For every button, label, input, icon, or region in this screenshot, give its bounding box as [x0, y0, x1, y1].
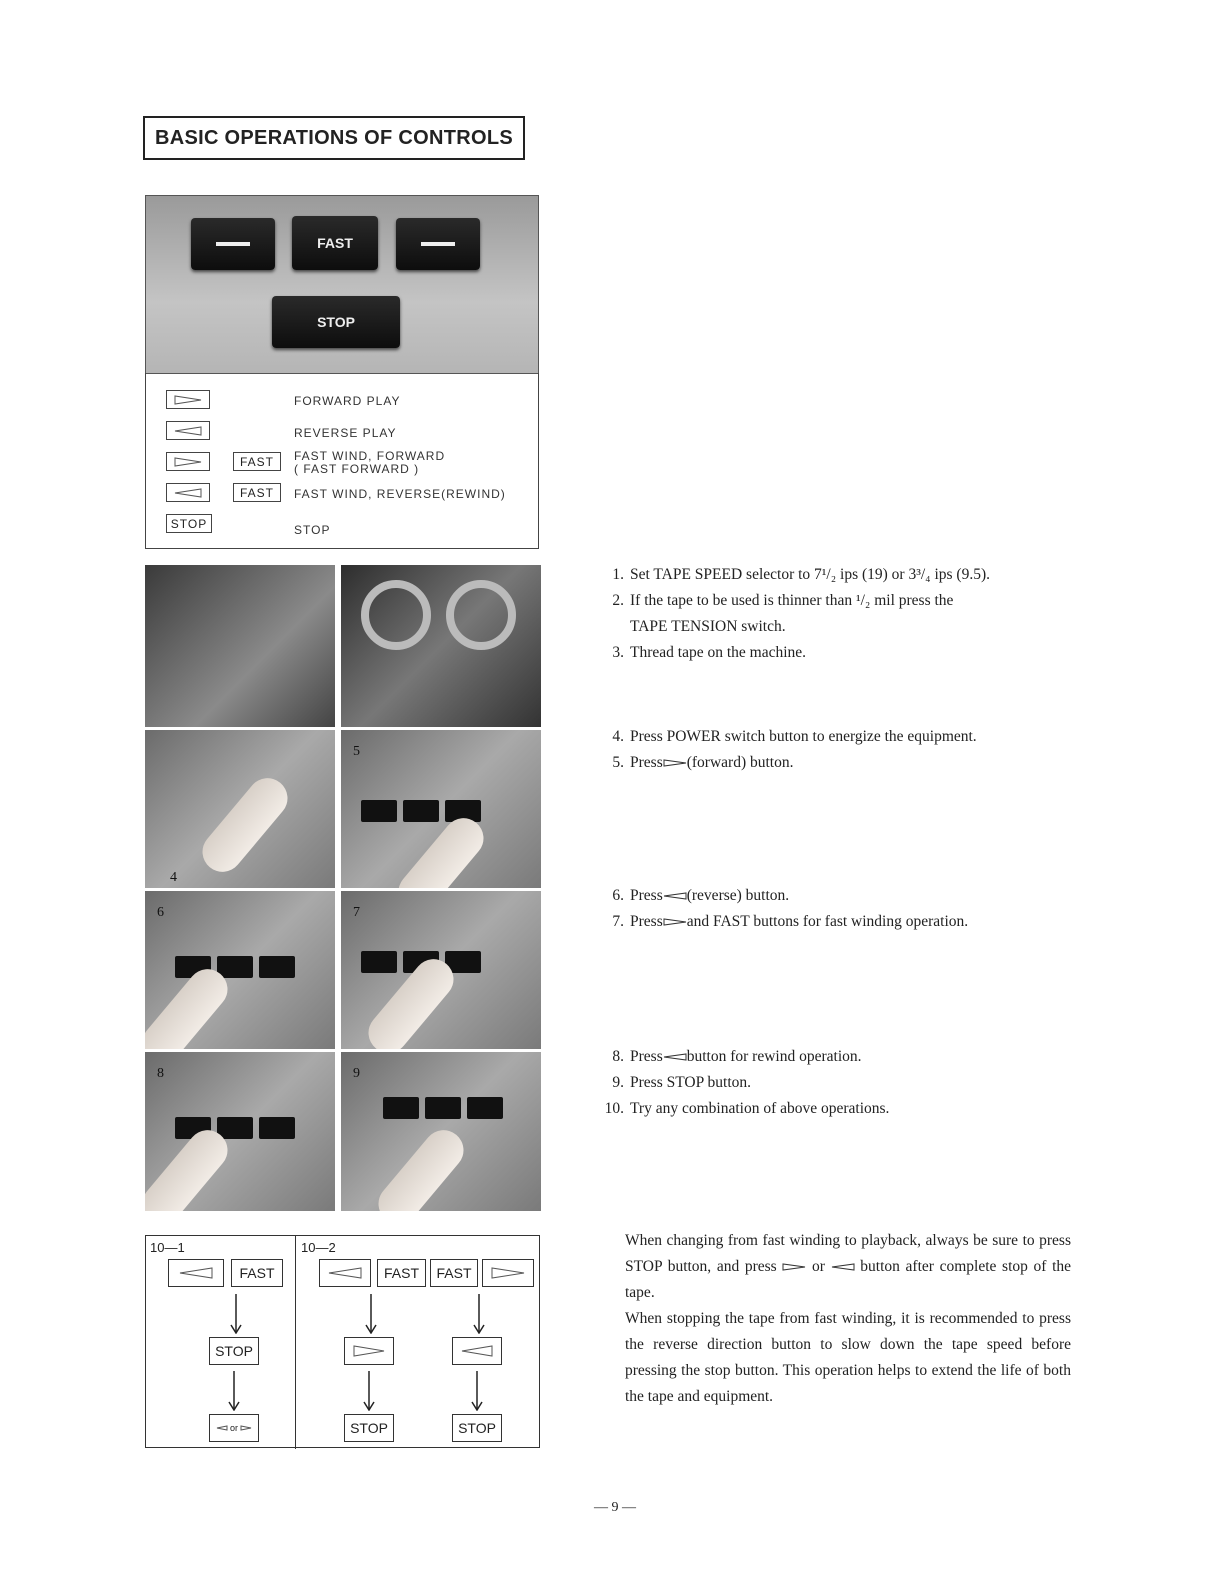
step-item: 7. Press and FAST buttons for fast winding operation. [612, 913, 969, 930]
arrow-down-icon [471, 1371, 483, 1411]
forward-button-photo [396, 218, 480, 270]
reverse-icon [831, 1262, 855, 1272]
legend-desc: FAST WIND, FORWARD [294, 449, 446, 463]
reverse-or-forward-key: or [209, 1414, 259, 1442]
reverse-icon [663, 1052, 687, 1062]
photo-step-9: 9 [341, 1052, 541, 1211]
reverse-icon [663, 891, 687, 901]
arrow-down-icon [363, 1371, 375, 1411]
operation-diagram [145, 1235, 540, 1448]
forward-key-icon [166, 390, 210, 409]
fast-button-photo: FAST [292, 216, 378, 270]
photo-step-6: 6 [145, 891, 335, 1049]
stop-key: STOP [209, 1337, 259, 1365]
photo-grid [145, 565, 541, 1211]
photo-step-5: 5 [341, 730, 541, 888]
photo-step-7: 7 [341, 891, 541, 1049]
forward-icon [663, 758, 687, 768]
step-item: 1. Set TAPE SPEED selector to 7¹/₂ ips (19) or 3³/₄ ips (9.5). [612, 566, 990, 583]
legend-desc: FORWARD PLAY [294, 394, 401, 408]
control-panel-photo [145, 195, 539, 374]
legend-desc: STOP [294, 523, 331, 537]
reverse-key-icon [452, 1337, 502, 1365]
step-item: 4. Press POWER switch button to energize the equipment. [612, 728, 977, 745]
stop-button-photo: STOP [272, 296, 400, 348]
stop-key: STOP [452, 1414, 502, 1442]
step-item: TAPE TENSION switch. [630, 618, 786, 635]
arrow-down-icon [365, 1294, 377, 1334]
forward-key-icon [482, 1259, 534, 1287]
photo-step-4: 4 [145, 730, 335, 888]
forward-key-icon [344, 1337, 394, 1365]
arrow-down-icon [473, 1294, 485, 1334]
reverse-key-icon [319, 1259, 371, 1287]
step-item: 8. Press button for rewind operation. [612, 1048, 862, 1065]
legend-table [145, 373, 539, 549]
step-item: 6. Press (reverse) button. [612, 887, 790, 904]
stop-key: STOP [344, 1414, 394, 1442]
reverse-key-icon [168, 1259, 224, 1287]
step-item: 2. If the tape to be used is thinner than ¹/₂ mil press the [612, 592, 954, 609]
arrow-down-icon [230, 1294, 242, 1334]
legend-desc: FAST WIND, REVERSE(REWIND) [294, 487, 506, 501]
page-title: BASIC OPERATIONS OF CONTROLS [143, 116, 525, 160]
page-number: — 9 — [594, 1500, 636, 1515]
step-item: 3. Thread tape on the machine. [612, 644, 807, 661]
forward-icon [663, 917, 687, 927]
photo-recorder-left [145, 565, 335, 727]
diagram-label-10-2: 10—2 [301, 1240, 336, 1255]
fast-key: FAST [233, 483, 281, 502]
fast-key: FAST [231, 1259, 283, 1287]
forward-key-icon [166, 452, 210, 471]
fast-key: FAST [430, 1259, 478, 1287]
photo-recorder-reels [341, 565, 541, 727]
arrow-down-icon [228, 1371, 240, 1411]
legend-desc: ( FAST FORWARD ) [294, 462, 420, 476]
legend-desc: REVERSE PLAY [294, 426, 397, 440]
reverse-key-icon [166, 421, 210, 440]
step-item: 10. Try any combination of above operations. [604, 1100, 890, 1117]
note-paragraph: When changing from fast winding to playback, always be sure to press STOP button, and press or button after complete stop of the tape. When stopping the tape from fast winding, it is recommended to press the reverse direction button to slow down the tape speed before pressing the stop button. This operation helps to extend the life of both the tape and equipment. [625, 1232, 1072, 1405]
diagram-label-10-1: 10—1 [150, 1240, 185, 1255]
fast-key: FAST [377, 1259, 426, 1287]
photo-step-8: 8 [145, 1052, 335, 1211]
step-item: 9. Press STOP button. [612, 1074, 752, 1091]
forward-icon [782, 1262, 806, 1272]
fast-key: FAST [233, 452, 281, 471]
reverse-key-icon [166, 483, 210, 502]
step-item: 5. Press (forward) button. [612, 754, 794, 771]
stop-key: STOP [166, 514, 212, 533]
reverse-button-photo [191, 218, 275, 270]
